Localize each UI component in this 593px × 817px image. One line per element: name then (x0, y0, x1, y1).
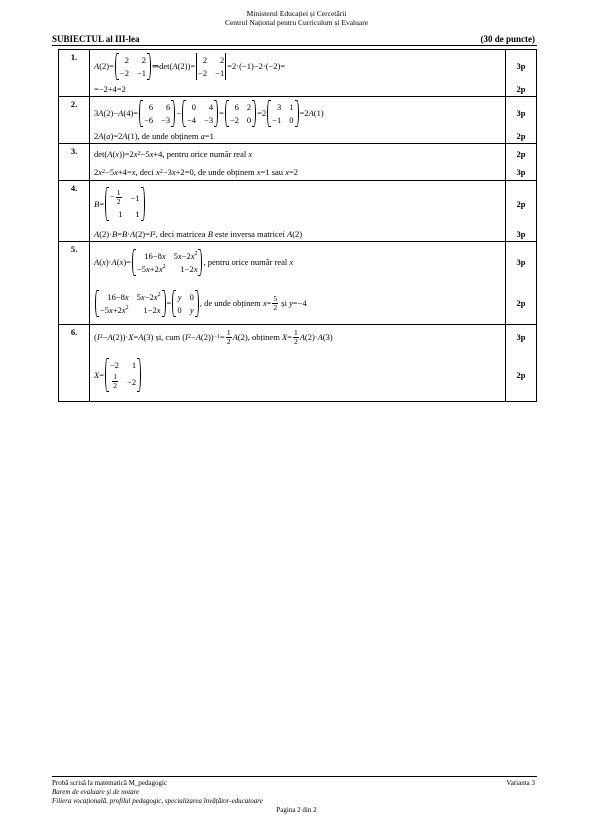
item-row-6 (59, 325, 537, 402)
text-deci-matricea: , deci matricea (155, 229, 206, 239)
text-si-cum: și, cum (155, 332, 181, 342)
item-row-3 (59, 144, 537, 181)
score-badge: 2p (516, 84, 526, 94)
det-word: det (159, 61, 170, 71)
item-row-4 (59, 181, 537, 242)
item-solution (90, 325, 506, 402)
item-scores (506, 242, 537, 325)
text-de-unde: , de unde obținem (193, 167, 255, 177)
score-badge: 3p (516, 257, 526, 267)
solution-line: ( I 2 − A (2))· X = A (3) și, cum ( I 2 − A (2)) −1 = 1 2 A (2) , obținem X = 1 2 A (2)· A (3) (94, 327, 333, 346)
text-este-inversa: este inversa matricei (215, 229, 285, 239)
item-scores (506, 181, 537, 242)
score-badge: 2p (516, 370, 526, 380)
text-deci: , deci (135, 167, 154, 177)
score-badge: 3p (516, 229, 526, 239)
solution-line: B = − $\frac{1}{2}$ −1 1 1 (94, 181, 501, 227)
solution-line: 16−8x $5x-2x^2$ $-5x+2x^2$ 1−2x = y 0 0 y , de unde obținem x = 5 2 și y =−4 (94, 282, 501, 324)
item-number: 2. (59, 97, 90, 144)
score-badge: 3p (516, 167, 526, 177)
score-badge: 3p (516, 108, 526, 118)
item-row-2 (59, 97, 537, 144)
item-number: 6. (59, 325, 90, 402)
solution-line: 2 x 2 −5 x +4= x , deci x 2 −3 x +2=0 , de unde obținem x =1 sau x =2 (94, 167, 299, 177)
item-scores (506, 325, 537, 402)
footer-rule (52, 776, 537, 777)
score-badge: 2p (516, 199, 526, 209)
solution-line: 2 A ( a )=2 A (1) , de unde obținem a =1 (94, 131, 214, 141)
solution-line: X = −2 1 $\frac{1}{2}$ −2 (94, 349, 501, 401)
footer-barem: Barem de evaluare și de notare (52, 788, 140, 796)
footer-page: Pagina 2 din 2 (276, 806, 317, 814)
item-scores (506, 97, 537, 144)
text-si: și (281, 298, 287, 308)
item-solution (90, 242, 506, 325)
item-number: 5. (59, 242, 90, 325)
text-de-unde: , de unde obținem (137, 131, 199, 141)
item-row-1 (59, 50, 537, 97)
text-pentru-orice: , pentru orice număr real (203, 257, 288, 267)
solution-line: A ( x )· A ( x )= 16−8x $5x-2x^2$ $-5x+2x^2$ 1−2x , pentru orice număr real x (94, 250, 294, 274)
footer-filiera: Filiera vocațională, profilul pedagogic, specializarea învățător-educatoare (52, 797, 263, 805)
subject-points: (30 de puncte) (480, 34, 535, 44)
score-badge: 2p (516, 131, 526, 141)
score-badge: 2p (516, 149, 526, 159)
item-solution (90, 144, 506, 181)
solution-line: =−2+4=2 (94, 84, 126, 94)
item-solution (90, 97, 506, 144)
solution-line: A (2)= 2 2 −2 −1 ⇒ det ( A (2))= 2 2 −2 −1 =2·(−1)−2·(−2)= (94, 54, 286, 78)
text-pentru-orice: , pentru orice număr real (162, 149, 247, 159)
item-number: 4. (59, 181, 90, 242)
footer-variant: Varianta 3 (506, 779, 535, 787)
text-de-unde: , de unde obținem (199, 298, 261, 308)
text-sau: sau (271, 167, 284, 177)
subject-title: SUBIECTUL al III-lea (52, 34, 140, 44)
item-solution (90, 50, 506, 97)
solution-line: A (2)· B = B · A (2)= I 2 , deci matricea B este inversa matricei A (2) (94, 229, 303, 239)
solution-line: det ( A ( x ))=2 x 2 −5 x +4 , pentru orice număr real x (94, 149, 253, 159)
item-row-5 (59, 242, 537, 325)
item-scores (506, 144, 537, 181)
item-number: 3. (59, 144, 90, 181)
item-scores (506, 50, 537, 97)
det-word: det (94, 149, 105, 159)
ministry-name: Ministerul Educației și Cercetării (246, 9, 347, 18)
header-rule (52, 45, 537, 46)
score-badge: 3p (516, 332, 526, 342)
item-number: 1. (59, 50, 90, 97)
center-name: Centrul Național pentru Curriculum și Evaluare (224, 18, 369, 27)
score-badge: 2p (516, 298, 526, 308)
text-obtinem: , obținem (247, 332, 280, 342)
footer-exam: Probă scrisă la matematică M_pedagogic (52, 779, 168, 787)
grading-table (58, 49, 537, 402)
item-solution (90, 181, 506, 242)
solution-line: 3 A (2)− A (4)= 6 6 −6 −3 − 0 4 −4 −3 = 6 2 −2 0 =2 3 1 −1 0 =2 A (1) (94, 101, 324, 125)
score-badge: 3p (516, 61, 526, 71)
